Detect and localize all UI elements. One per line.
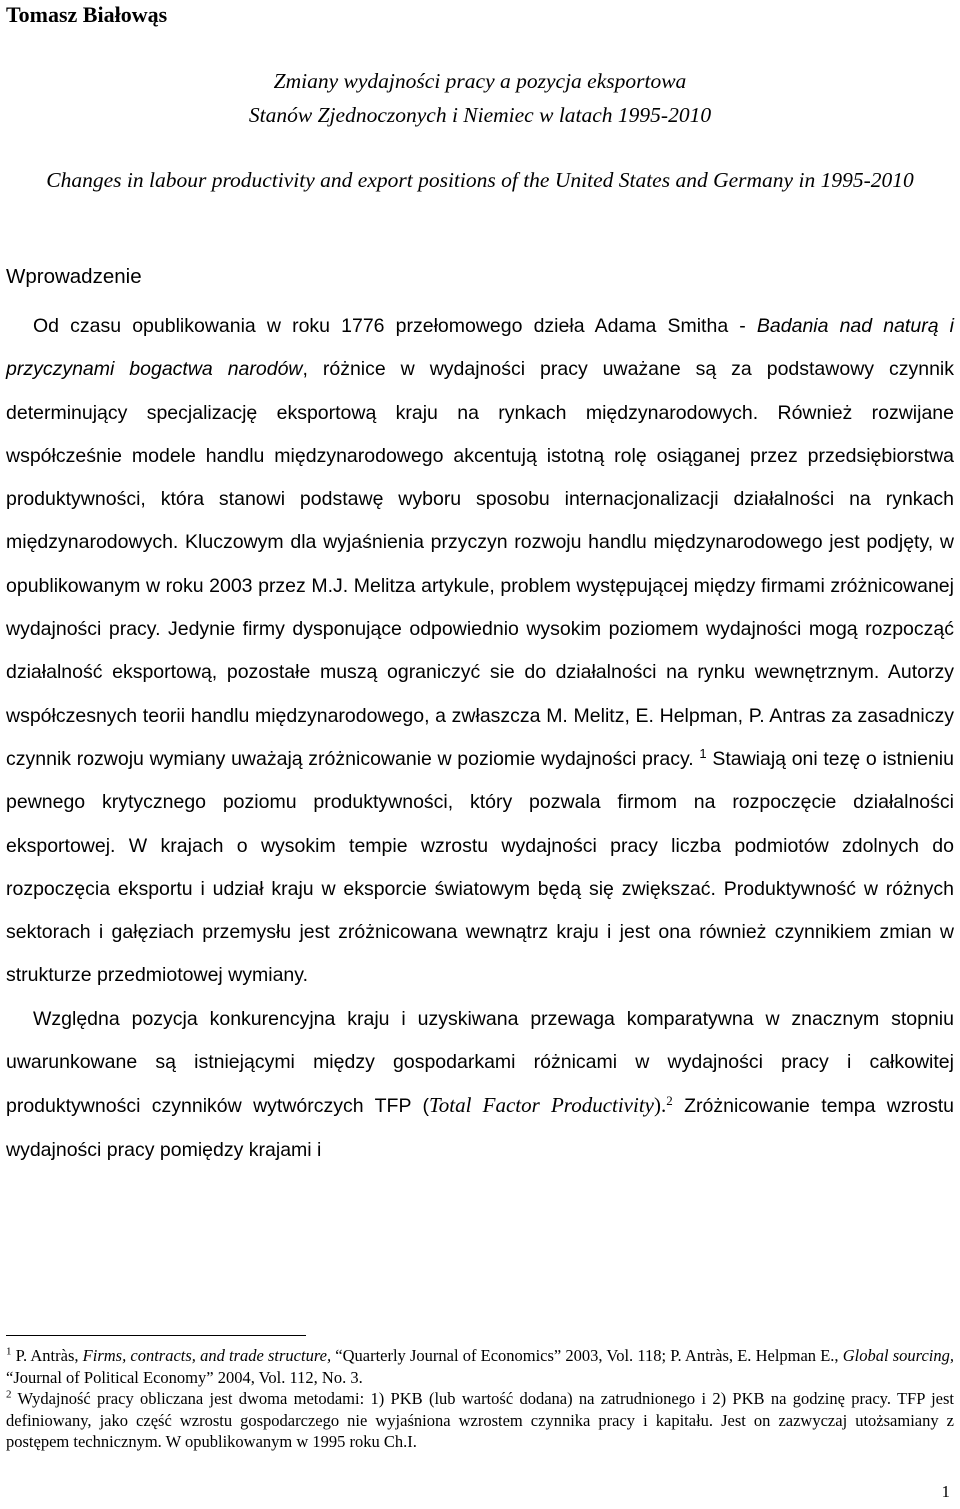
body-text <box>6 305 954 1172</box>
paragraph-2-part-1: Względna pozycja konkurencyjna kraju i uzyskiwana przewaga komparatywna w znacznym stopniu uwarunkowane są istniejącymi między gospodarkami różnicami w wydajności pracy i całkowitej produktywności czynników wytwórczych TFP ( <box>6 1007 954 1118</box>
footnote-1 <box>6 1345 954 1388</box>
term-english: Total Factor Productivity <box>428 1093 654 1118</box>
footnote-1-text-b: “Quarterly Journal of Economics” 2003, Vol. 118; P. Antràs, E. Helpman E., <box>331 1346 843 1365</box>
paragraph-2-part-2: ). <box>654 1093 667 1118</box>
footnotes <box>6 1345 954 1453</box>
section-heading: Wprowadzenie <box>6 265 142 288</box>
paragraph-1-part-2: , różnice w wydajności pracy uważane są za podstawowy czynnik determinujący specjalizację eksportową kraju na rynkach międzynarodowych. Również rozwijane współcześnie modele handlu międzynarodowego akcentują istotną rolę osiąganej przez przedsiębiorstwa produktywności, która stanowi podstawę wyboru sposobu internacjonalizacji działalności na rynkach międzynarodowych. Kluczowym dla wyjaśnienia przyczyn rozwoju handlu międzynarodowego jest podjęty, w opublikowanym w roku 2003 przez M.J. Melitza artykule, problem występującej między firmami zróżnicowanej wydajności pracy. Jedynie firmy dysponujące odpowiednio wysokim poziomem wydajności mogą rozpocząć działalność eksportową, pozostałe muszą ograniczyć sie do działalności na rynku wewnętrznym. Autorzy współczesnych teorii handlu międzynarodowego, a zwłaszcza M. Melitz, E. Helpman, P. Antras za zasadniczy czynnik rozwoju wymiany uważają zróżnicowanie w poziomie wydajności pracy. <box>6 358 954 770</box>
footnote-2 <box>6 1388 954 1453</box>
title-english: Changes in labour productivity and export positions of the United States and Germany in 1995-2010 <box>46 168 914 192</box>
title-polish <box>0 64 960 132</box>
footnote-1-title-b: Global sourcing, <box>842 1346 954 1365</box>
footnote-ref-1[interactable]: 1 <box>699 745 707 761</box>
title-polish-line-2: Stanów Zjednoczonych i Niemiec w latach 1995-2010 <box>248 103 712 127</box>
paragraph-2 <box>6 998 954 1172</box>
footnote-2-text: Wydajność pracy obliczana jest dwoma metodami: 1) PKB (lub wartość dodana) na zatrudnionego i 2) PKB na godzinę pracy. TFP jest definiowany, jako część wzrostu gospodarczego nie wyjaśniona wzrostem czynnika pracy i kapitału. Jest on zazwyczaj utożsamiany z postępem technicznym. W opublikowanym w 1995 roku Ch.I. <box>6 1389 954 1451</box>
footnote-1-title-a: Firms, contracts, and trade structure, <box>82 1346 332 1365</box>
paragraph-1 <box>6 305 954 998</box>
page-number: 1 <box>941 1482 950 1501</box>
work-title: Badania nad naturą i przyczynami bogactwa narodów <box>6 315 954 381</box>
footnote-1-number: 1 <box>6 1345 12 1358</box>
paragraph-1-part-1: Od czasu opublikowania w roku 1776 przełomowego dzieła Adama Smitha - <box>33 315 757 337</box>
footnote-1-text-c: “Journal of Political Economy” 2004, Vol. 112, No. 3. <box>6 1367 363 1387</box>
footnote-1-text-a: P. Antràs, <box>11 1346 83 1365</box>
author-name: Tomasz Białowąs <box>6 2 168 27</box>
footnote-separator <box>6 1335 306 1336</box>
footnote-ref-2[interactable]: 2 <box>666 1093 673 1109</box>
title-polish-line-1: Zmiany wydajności pracy a pozycja eksportowa <box>273 69 687 93</box>
paragraph-2-part-3: Zróżnicowanie tempa wzrostu wydajności pracy pomiędzy krajami i <box>6 1095 954 1161</box>
paragraph-1-part-3: Stawiają oni tezę o istnieniu pewnego krytycznego poziomu produktywności, który pozwala firmom na rozpoczęcie działalności eksportowej. W krajach o wysokim tempie wzrostu wydajności pracy liczba podmiotów zdolnych do rozpoczęcia eksportu i udział kraju w eksporcie światowym będą się zwiększać. Produktywność w różnych sektorach i gałęziach przemysłu jest zróżnicowana wewnątrz kraju i jest ona również czynnikiem zmian w strukturze przedmiotowej wymiany. <box>6 747 954 987</box>
footnote-2-number: 2 <box>6 1388 12 1401</box>
